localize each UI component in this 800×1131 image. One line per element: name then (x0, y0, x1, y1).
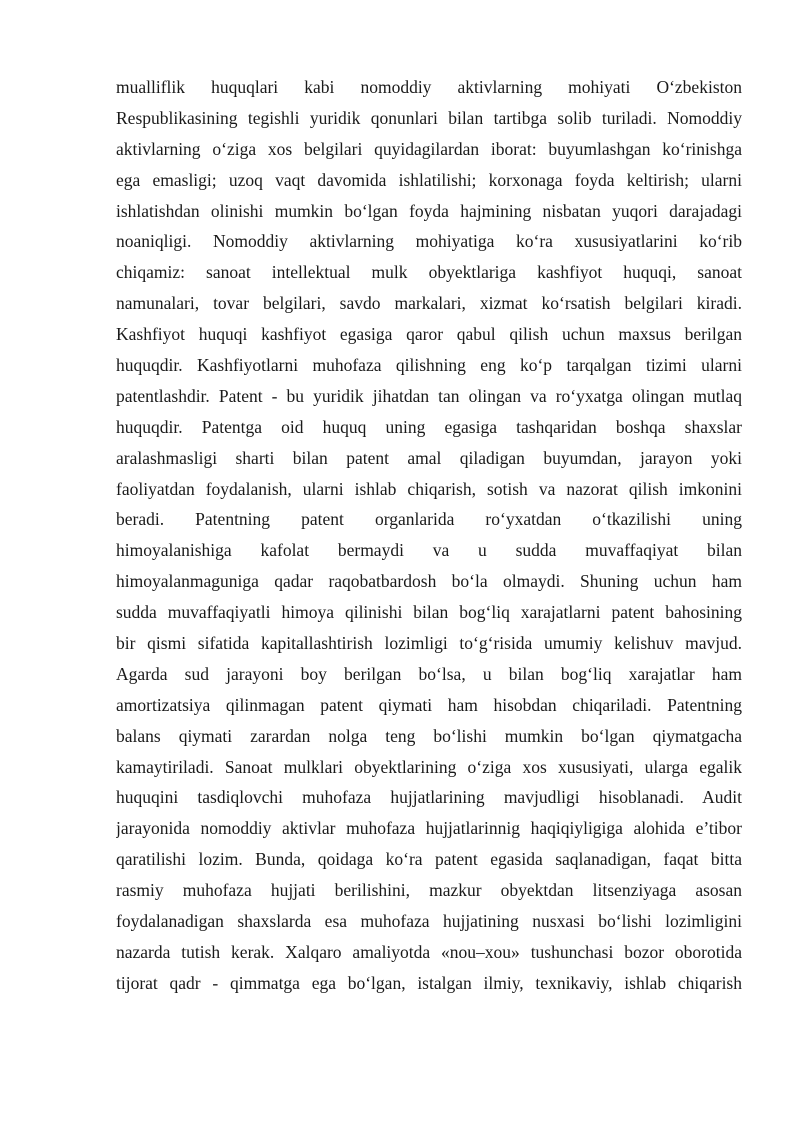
text-line: himoyalanishiga kafolat bermaydi va u sudda muvaffaqiyat bilan (116, 540, 742, 561)
text-line: patentlashdir. Patent - bu yuridik jihatdan tan olingan va ro‘yxatga olingan mutlaq (116, 385, 742, 406)
body-text (116, 72, 742, 999)
text-line: nazarda tutish kerak. Xalqaro amaliyotda «nou–xou» tushunchasi bozor oborotida (116, 941, 742, 962)
text-line: tijorat qadr - qimmatga ega bo‘lgan, istalgan ilmiy, texnikaviy, ishlab chiqarish (116, 972, 742, 993)
text-line: himoyalanmaguniga qadar raqobatbardosh bo‘la olmaydi. Shuning uchun ham (116, 571, 742, 592)
text-line: jarayonida nomoddiy aktivlar muhofaza hujjatlarinnig haqiqiyligiga alohida e’tibor (116, 818, 742, 839)
text-line: aralashmasligi sharti bilan patent amal qiladigan buyumdan, jarayon yoki (116, 447, 742, 468)
text-line: ega emasligi; uzoq vaqt davomida ishlatilishi; korxonaga foyda keltirish; ularni (116, 169, 742, 190)
text-line: noaniqligi. Nomoddiy aktivlarning mohiyatiga ko‘ra xususiyatlarini ko‘rib (116, 231, 742, 252)
text-line: amortizatsiya qilinmagan patent qiymati ham hisobdan chiqariladi. Patentning (116, 694, 742, 715)
text-line: ishlatishdan olinishi mumkin bo‘lgan foyda hajmining nisbatan yuqori darajadagi (116, 200, 742, 221)
text-line: rasmiy muhofaza hujjati berilishini, mazkur obyektdan litsenziyaga asosan (116, 880, 742, 901)
text-line: foydalanadigan shaxslarda esa muhofaza hujjatining nusxasi bo‘lishi lozimligini (116, 911, 742, 932)
text-line: huquqdir. Patentga oid huquq uning egasiga tashqaridan boshqa shaxslar (116, 416, 742, 437)
text-line: huquqini tasdiqlovchi muhofaza hujjatlarining mavjudligi hisoblanadi. Audit (116, 787, 742, 808)
text-line: Respublikasining tegishli yuridik qonunlari bilan tartibga solib turiladi. Nomoddiy (116, 107, 742, 128)
text-line: balans qiymati zarardan nolga teng bo‘lishi mumkin bo‘lgan qiymatgacha (116, 725, 742, 746)
text-line: kamaytiriladi. Sanoat mulklari obyektlarining o‘ziga xos xususiyati, ularga egalik (116, 756, 742, 777)
text-line: chiqamiz: sanoat intellektual mulk obyektlariga kashfiyot huquqi, sanoat (116, 262, 742, 283)
text-line: qaratilishi lozim. Bunda, qoidaga ko‘ra patent egasida saqlanadigan, faqat bitta (116, 849, 742, 870)
text-line: Agarda sud jarayoni boy berilgan bo‘lsa, u bilan bog‘liq xarajatlar ham (116, 663, 742, 684)
text-line: Kashfiyot huquqi kashfiyot egasiga qaror qabul qilish uchun maxsus berilgan (116, 324, 742, 345)
text-line: bir qismi sifatida kapitallashtirish lozimligi to‘g‘risida umumiy kelishuv mavjud. (116, 633, 742, 654)
text-line: aktivlarning o‘ziga xos belgilari quyidagilardan iborat: buyumlashgan ko‘rinishga (116, 138, 742, 159)
text-line: namunalari, tovar belgilari, savdo markalari, xizmat ko‘rsatish belgilari kiradi. (116, 293, 742, 314)
text-line: mualliflik huquqlari kabi nomoddiy aktivlarning mohiyati O‘zbekiston (116, 77, 742, 97)
text-line: beradi. Patentning patent organlarida ro‘yxatdan o‘tkazilishi uning (116, 509, 742, 530)
text-line: huquqdir. Kashfiyotlarni muhofaza qilishning eng ko‘p tarqalgan tizimi ularni (116, 355, 742, 376)
text-line: faoliyatdan foydalanish, ularni ishlab chiqarish, sotish va nazorat qilish imkonini (116, 478, 742, 499)
text-line: sudda muvaffaqiyatli himoya qilinishi bilan bog‘liq xarajatlarni patent bahosining (116, 602, 742, 623)
